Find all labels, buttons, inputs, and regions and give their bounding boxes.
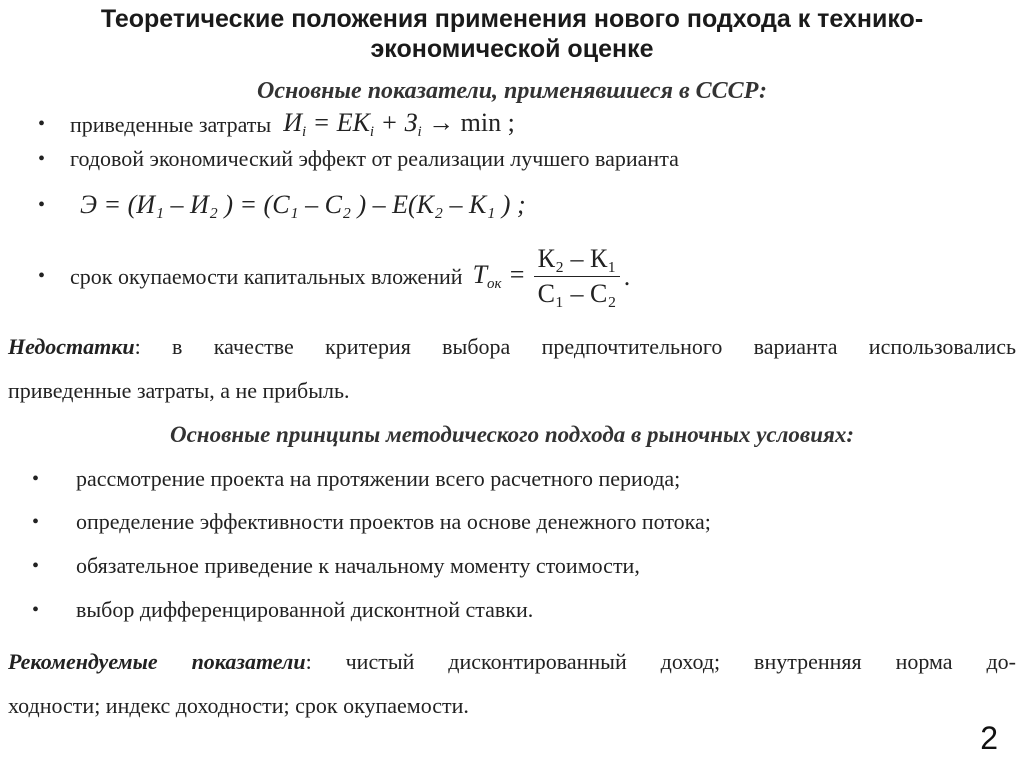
bullet-icon: • — [38, 265, 46, 287]
recommended-paragraph-end — [8, 684, 1016, 728]
recommended-line-1: : чистый дисконтированный доход; внутренняя норма до- — [305, 649, 1017, 674]
bullet-icon: • — [38, 193, 46, 216]
principles-heading: Основные принципы методического подхода в рыночных условиях: — [169, 422, 855, 447]
payback-denominator: С₁ – С₂ — [537, 279, 617, 308]
bullet-annual-effect — [38, 146, 679, 172]
payback-fraction — [534, 244, 621, 309]
bullet-icon: • — [32, 510, 40, 533]
drawbacks-paragraph-end — [8, 369, 1016, 413]
bullet-icon: • — [32, 598, 40, 621]
bullet-icon: • — [32, 554, 40, 577]
principle-item: • рассмотрение проекта на протяжении всего расчетного периода; — [32, 466, 681, 491]
principle-item: • обязательное приведение к начальному моменту стоимости, — [32, 553, 640, 578]
drawbacks-line-1: : в качестве критерия выбора предпочтительного варианта использовались — [134, 334, 1016, 359]
bullet-reduced-costs — [38, 108, 515, 141]
bullet-icon: • — [38, 147, 46, 170]
page-number: 2 — [980, 720, 998, 756]
principle-item: • выбор дифференцированной дисконтной ставки. — [32, 597, 534, 622]
bullet-icon: • — [38, 113, 46, 135]
bullet-icon: • — [32, 467, 40, 490]
title-line-1: Теоретические положения применения нового подхода к технико- — [100, 5, 924, 33]
payback-numerator: К₂ – К₁ — [537, 244, 617, 273]
reduced-costs-label: приведенные затраты — [70, 111, 272, 137]
slide-title — [0, 4, 1024, 64]
drawbacks-paragraph — [8, 325, 1016, 369]
annual-effect-label: годовой экономический эффект от реализации лучшего варианта — [70, 146, 679, 171]
recommended-paragraph — [8, 640, 1016, 684]
ussr-heading: Основные показатели, применявшиеся в СССР: — [257, 78, 767, 104]
drawbacks-label: Недостатки — [8, 334, 135, 359]
effect-formula: Э = (И₁ – И₂ ) = (С₁ – С₂ ) – Е(К₂ – К₁ ) ; — [80, 190, 526, 219]
payback-end: . — [624, 261, 631, 291]
bullet-payback — [38, 244, 631, 309]
payback-formula: Ток = — [472, 260, 526, 292]
recommended-line-2: ходности; индекс доходности; срок окупаемости. — [8, 693, 469, 718]
payback-label: срок окупаемости капитальных вложений — [70, 263, 463, 289]
reduced-costs-formula: Иi = ЕКi + Зi → min ; — [283, 108, 515, 140]
drawbacks-line-2: приведенные затраты, а не прибыль. — [8, 378, 350, 403]
bullet-effect-formula — [38, 190, 526, 220]
title-line-2: экономической оценке — [370, 35, 654, 63]
recommended-label: Рекомендуемые показатели — [8, 649, 306, 674]
principle-item: • определение эффективности проектов на основе денежного потока; — [32, 509, 711, 534]
